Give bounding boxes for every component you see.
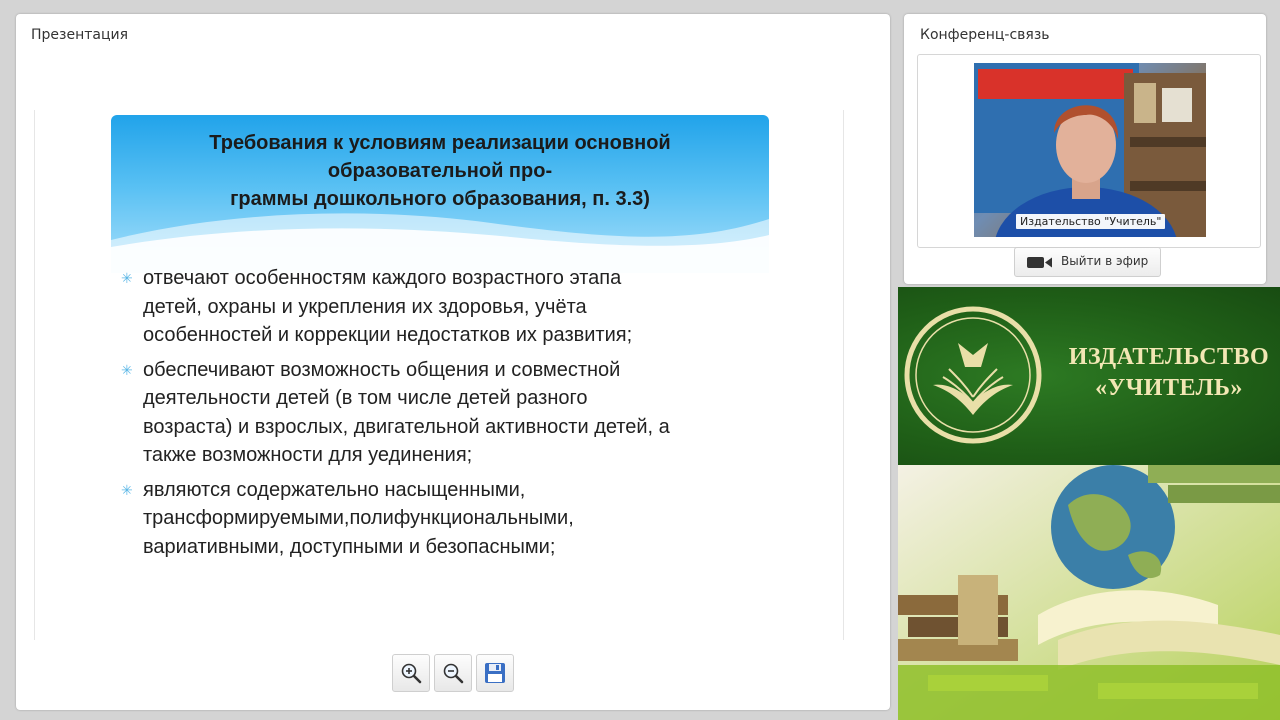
bullet-item [121, 476, 781, 562]
save-button[interactable] [476, 654, 514, 692]
floppy-disk-icon [484, 662, 506, 684]
bullet-icon: ✳ [121, 270, 133, 286]
webcam-scene-image [974, 63, 1206, 237]
slide-heading [111, 129, 769, 213]
slide-heading-line: образовательной про- [327, 160, 553, 182]
publisher-name-line: «УЧИТЕЛЬ» [1095, 375, 1243, 401]
publisher-name-line: ИЗДАТЕЛЬСТВО [1068, 344, 1270, 370]
bullet-line: являются содержательно насыщенными, [143, 478, 526, 501]
zoom-in-button[interactable] [392, 654, 430, 692]
zoom-out-icon [442, 662, 464, 684]
publisher-banner [898, 287, 1280, 720]
slide-bullets [121, 264, 781, 567]
video-frame [917, 54, 1261, 248]
presentation-panel [16, 14, 890, 710]
zoom-out-button[interactable] [434, 654, 472, 692]
conference-title: Конференц-связь [920, 27, 1050, 43]
slide-header [111, 115, 769, 273]
bullet-line: возраста) и взрослых, двигательной активности детей, а [143, 415, 670, 438]
conference-panel [904, 14, 1266, 284]
bullet-item [121, 264, 781, 350]
go-on-air-label: Выйти в эфир [1061, 254, 1149, 268]
camera-icon [1027, 256, 1053, 269]
webcam-video [974, 63, 1206, 237]
bullet-line: трансформируемыми,полифункциональными, [143, 507, 574, 529]
books-globe-illustration [898, 465, 1280, 720]
bullet-line: детей, охраны и укрепления их здоровья, учёта [143, 295, 587, 318]
publisher-logo-icon [903, 305, 1043, 445]
bullet-line: обеспечивают возможность общения и совместной [143, 358, 621, 381]
bullet-icon: ✳ [121, 361, 133, 378]
bullet-line: деятельности детей (в том числе детей разного [143, 387, 588, 409]
bullet-icon: ✳ [121, 481, 133, 498]
bullet-line: также возможности для уединения; [143, 444, 473, 466]
bullet-line: вариативными, доступными и безопасными; [143, 535, 556, 558]
presentation-title: Презентация [31, 27, 129, 43]
bullet-line: отвечают особенностям каждого возрастного этапа [143, 267, 622, 289]
zoom-in-icon [400, 662, 422, 684]
books-globe-image [898, 465, 1280, 720]
go-on-air-button[interactable] [1014, 247, 1161, 277]
bullet-item [121, 356, 781, 470]
video-caption: Издательство "Учитель" [1016, 214, 1165, 229]
slide-heading-line: граммы дошкольного образования, п. 3.3) [230, 188, 650, 210]
bullet-line: особенностей и коррекции недостатков их развития; [143, 324, 633, 346]
publisher-name [1058, 342, 1280, 404]
slide [34, 110, 844, 640]
publisher-logo-block [898, 287, 1280, 465]
slide-heading-line: Требования к условиям реализации основной [209, 132, 671, 154]
